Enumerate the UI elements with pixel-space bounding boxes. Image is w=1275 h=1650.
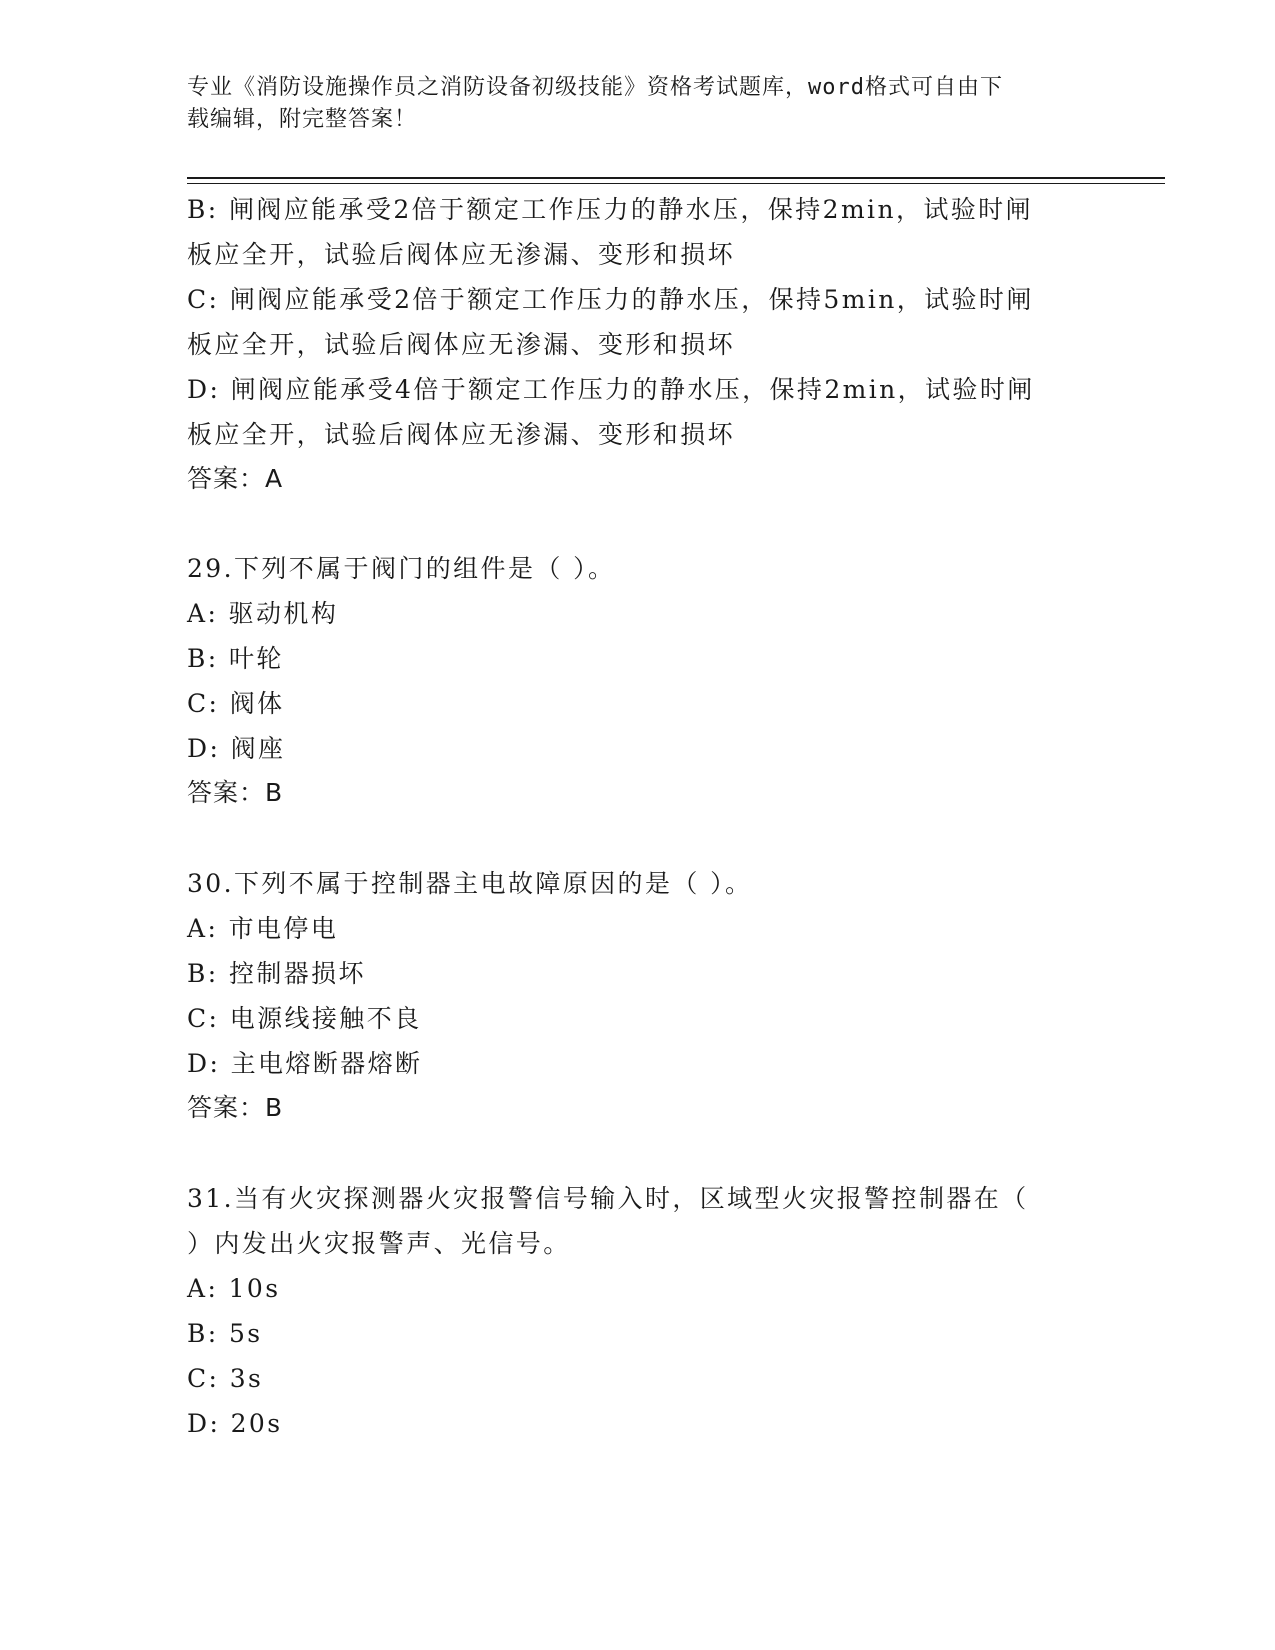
q31-option-a: A: 10s	[187, 1274, 281, 1303]
q30-option-c: C: 电源线接触不良	[187, 1004, 422, 1033]
q29-option-b: B: 叶轮	[187, 644, 284, 673]
q28-option-b-line-1: B: 闸阀应能承受2倍于额定工作压力的静水压，保持2min，试验时闸	[187, 195, 1033, 224]
q28-option-d-line-1: D: 闸阀应能承受4倍于额定工作压力的静水压，保持2min，试验时闸	[187, 375, 1035, 404]
q31-option-d: D: 20s	[187, 1409, 283, 1438]
document-header	[187, 72, 1077, 136]
q29-option-d: D: 阀座	[187, 734, 286, 763]
q31-option-b: B: 5s	[187, 1319, 263, 1348]
header-line-1: 专业《消防设施操作员之消防设备初级技能》资格考试题库，word格式可自由下	[187, 75, 1003, 100]
q28-option-c-line-1: C: 闸阀应能承受2倍于额定工作压力的静水压，保持5min，试验时闸	[187, 285, 1034, 314]
header-line-2: 载编辑，附完整答案！	[187, 107, 418, 132]
q31-question-line-1: 31.当有火灾探测器火灾报警信号输入时，区域型火灾报警控制器在（	[187, 1184, 1029, 1213]
q29-answer: 答案：B	[187, 778, 284, 807]
q29-question: 29.下列不属于阀门的组件是（ ）。	[187, 554, 616, 583]
q28-answer: 答案：A	[187, 464, 284, 493]
q30-option-b: B: 控制器损坏	[187, 959, 366, 988]
q30-option-d: D: 主电熔断器熔断	[187, 1049, 423, 1078]
q31-question-line-2: ）内发出火灾报警声、光信号。	[187, 1229, 571, 1258]
q28-option-b-line-2: 板应全开，试验后阀体应无渗漏、变形和损坏	[187, 240, 736, 269]
q29-option-c: C: 阀体	[187, 689, 285, 718]
q28-option-d-line-2: 板应全开，试验后阀体应无渗漏、变形和损坏	[187, 420, 736, 449]
header-divider-thin	[187, 183, 1165, 184]
q30-option-a: A: 市电停电	[187, 914, 339, 943]
header-divider-thick	[187, 177, 1165, 179]
q29-option-a: A: 驱动机构	[187, 599, 339, 628]
q30-answer: 答案：B	[187, 1093, 284, 1122]
q30-question: 30.下列不属于控制器主电故障原因的是（ ）。	[187, 869, 753, 898]
q28-option-c-line-2: 板应全开，试验后阀体应无渗漏、变形和损坏	[187, 330, 736, 359]
q31-option-c: C: 3s	[187, 1364, 264, 1393]
